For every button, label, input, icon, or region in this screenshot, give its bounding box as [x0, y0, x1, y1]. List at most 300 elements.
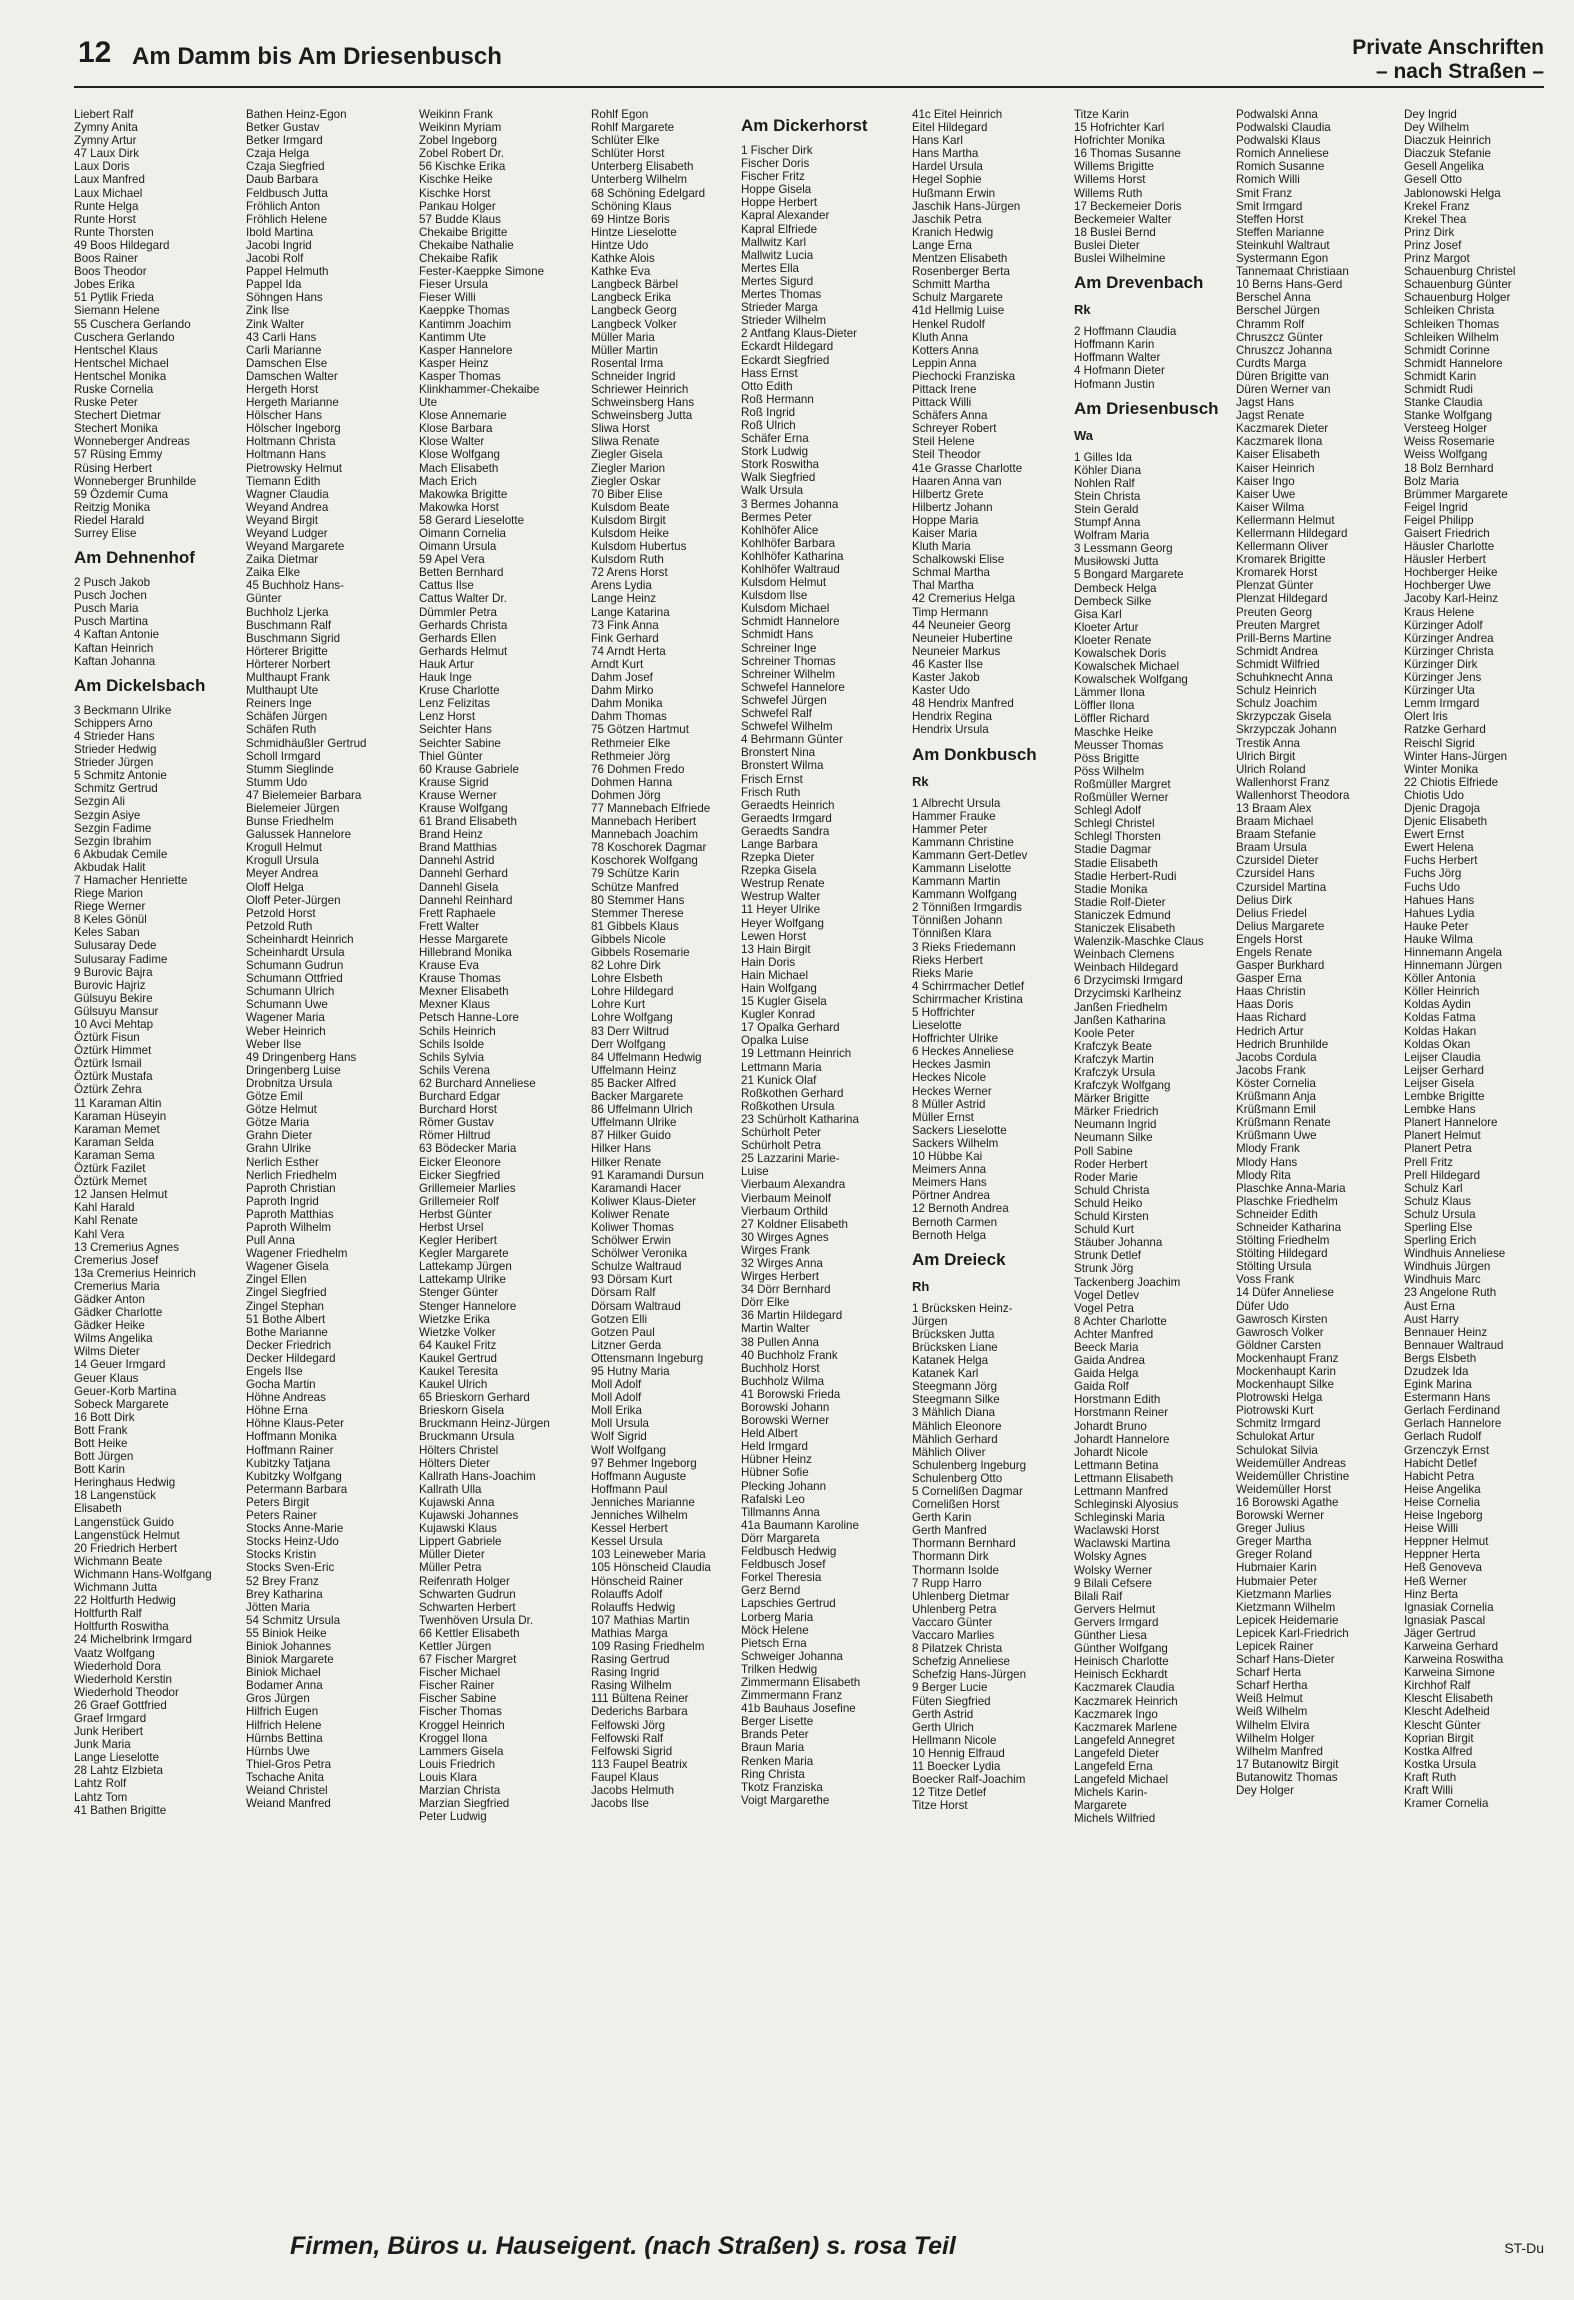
resident-entry: Grzenczyk Ernst	[1404, 1443, 1490, 1457]
resident-entry: Winter Hans-Jürgen	[1404, 749, 1508, 763]
resident-entry: Dembeck Helga	[1074, 581, 1157, 595]
resident-entry: 45 Buchholz Hans-	[246, 579, 344, 593]
resident-entry: Willems Horst	[1074, 173, 1146, 187]
resident-entry: Chiotis Udo	[1404, 788, 1464, 802]
resident-entry: Weiss Wolfgang	[1404, 448, 1488, 462]
resident-entry: Schürholt Petra	[741, 1139, 821, 1153]
resident-entry: Bruckmann Ursula	[419, 1430, 515, 1444]
resident-entry: Mockenhaupt Silke	[1236, 1378, 1334, 1392]
resident-entry: Gesell Angelika	[1404, 160, 1484, 174]
resident-entry: 1 Brücksken Heinz-	[912, 1301, 1013, 1315]
resident-entry: Moll Ursula	[591, 1417, 649, 1431]
resident-entry: Rasing Wilhelm	[591, 1679, 672, 1693]
resident-entry: Voigt Margarethe	[741, 1793, 830, 1807]
resident-entry: Schreiner Wilhelm	[741, 667, 836, 681]
resident-entry: 28 Lahtz Elzbieta	[74, 1764, 163, 1778]
resident-entry: Kirchhof Ralf	[1404, 1679, 1471, 1693]
resident-entry: Dahm Mirko	[591, 684, 654, 698]
resident-entry: Skrzypczak Gisela	[1236, 710, 1332, 724]
resident-entry: Walk Ursula	[741, 484, 804, 498]
resident-entry: Hentschel Michael	[74, 356, 169, 370]
resident-entry: Jacoby Karl-Heinz	[1404, 592, 1499, 606]
resident-entry: Willems Brigitte	[1074, 160, 1154, 174]
resident-entry: Jacobs Helmuth	[591, 1784, 675, 1797]
resident-entry: Pappel Helmuth	[246, 265, 329, 279]
resident-entry: Scharf Herta	[1236, 1666, 1302, 1680]
resident-entry: Feigel Philipp	[1404, 513, 1474, 527]
resident-entry: Weidemüller Horst	[1236, 1482, 1332, 1496]
resident-entry: Fischer Thomas	[419, 1705, 502, 1719]
resident-entry: Gaisert Friedrich	[1404, 527, 1490, 540]
resident-entry: Schulz Karl	[1404, 1181, 1463, 1195]
header-rule	[74, 86, 1544, 88]
resident-entry: Horstmann Reiner	[1074, 1406, 1169, 1420]
resident-entry: Heppner Helmut	[1404, 1535, 1489, 1549]
resident-entry: Kluth Anna	[912, 330, 969, 344]
resident-entry: Haaren Anna van	[912, 474, 1002, 488]
resident-entry: Gawrosch Volker	[1236, 1325, 1324, 1339]
resident-entry: Schlegl Christel	[1074, 817, 1155, 831]
directory-column	[741, 108, 899, 2210]
resident-entry: Burovic Hajriz	[74, 978, 146, 992]
resident-entry: Lange Barbara	[741, 837, 818, 851]
resident-entry: Schmidt Andrea	[1236, 644, 1318, 658]
resident-entry: Söhngen Hans	[246, 291, 323, 305]
resident-entry: Schmidt Rudi	[1404, 382, 1473, 396]
resident-entry: Wietzke Erika	[419, 1312, 490, 1326]
resident-entry: Schulz Joachim	[1236, 697, 1318, 711]
resident-entry: Kotters Anna	[912, 343, 979, 357]
resident-entry: Hürnbs Uwe	[246, 1744, 310, 1758]
resident-entry: Stadie Herbert-Rudi	[1074, 869, 1177, 883]
resident-entry: Henkel Rudolf	[912, 317, 985, 331]
resident-entry: Lange Katarina	[591, 605, 670, 619]
resident-entry: Uhlenberg Petra	[912, 1602, 997, 1616]
resident-entry: Westrup Renate	[741, 877, 825, 891]
resident-entry: 87 Hilker Guido	[591, 1129, 671, 1143]
resident-entry: Lettmann Betina	[1074, 1458, 1159, 1472]
resident-entry: Strieder Jürgen	[74, 756, 154, 770]
resident-entry: Heise Willi	[1404, 1522, 1459, 1536]
resident-entry: Braam Ursula	[1236, 841, 1307, 855]
resident-entry: Leijser Gisela	[1404, 1076, 1475, 1090]
resident-entry: 22 Chiotis Elfriede	[1404, 775, 1499, 789]
resident-entry: Lettmann Manfred	[1074, 1485, 1169, 1498]
resident-entry: Pappel Ida	[246, 278, 302, 292]
resident-entry: Hoffmann Karin	[1074, 338, 1155, 352]
resident-entry: Kulsdom Ruth	[591, 553, 664, 567]
resident-entry: Engels Ilse	[246, 1365, 303, 1378]
resident-entry: 18 Bolz Bernhard	[1404, 461, 1494, 475]
resident-entry: 41c Eitel Heinrich	[912, 108, 1003, 121]
resident-entry: Romich Willi	[1236, 173, 1300, 187]
resident-entry: Hegel Sophie	[912, 173, 982, 187]
resident-entry: Stölting Hildegard	[1236, 1247, 1328, 1261]
resident-entry: Windhuis Anneliese	[1404, 1247, 1506, 1261]
resident-entry: 56 Kischke Erika	[419, 160, 506, 174]
resident-entry: Leppin Anna	[912, 356, 977, 370]
resident-entry: Horstmann Edith	[1074, 1393, 1161, 1407]
resident-entry: Czaja Siegfried	[246, 160, 325, 174]
resident-entry: Meimers Anna	[912, 1163, 987, 1177]
resident-entry: Löffler Ilona	[1074, 699, 1135, 713]
resident-entry: Feldbusch Josef	[741, 1558, 826, 1572]
resident-entry: Kegler Margarete	[419, 1247, 509, 1261]
resident-entry: Decker Hildegard	[246, 1351, 336, 1365]
resident-entry: 93 Dörsam Kurt	[591, 1273, 673, 1287]
resident-entry: 54 Schmitz Ursula	[246, 1613, 341, 1627]
resident-entry: Petzold Horst	[246, 906, 316, 920]
resident-entry: 38 Pullen Anna	[741, 1335, 820, 1349]
resident-entry: Brey Katharina	[246, 1587, 323, 1601]
resident-entry: Schwarten Gudrun	[419, 1587, 516, 1601]
resident-entry: 59 Özdemir Cuma	[74, 487, 169, 501]
resident-entry: Lammers Gisela	[419, 1744, 504, 1758]
resident-entry: Surrey Elise	[74, 527, 137, 540]
resident-entry: Grahn Ulrike	[246, 1142, 312, 1156]
resident-entry: Schumann Gudrun	[246, 959, 344, 973]
resident-entry: Kohlhöfer Alice	[741, 523, 819, 537]
resident-entry: Bott Heike	[74, 1437, 128, 1450]
resident-entry: Romich Susanne	[1236, 160, 1325, 174]
resident-entry: Marzian Christa	[419, 1784, 501, 1797]
resident-entry: Czursidel Martina	[1236, 880, 1327, 894]
resident-entry: 63 Bödecker Maria	[419, 1142, 517, 1156]
resident-entry: Rohlf Margarete	[591, 121, 675, 135]
resident-entry: Vaccaro Marlies	[912, 1629, 995, 1643]
resident-entry: Schuld Heiko	[1074, 1196, 1143, 1210]
resident-entry: Stenger Hannelore	[419, 1299, 517, 1313]
resident-entry: Holtfurth Ralf	[74, 1607, 142, 1621]
resident-entry: Schmidt Corinne	[1404, 343, 1490, 357]
resident-entry: Unterberg Wilhelm	[591, 173, 687, 187]
resident-entry: Schuld Kurt	[1074, 1223, 1134, 1237]
resident-entry: Podwalski Anna	[1236, 108, 1318, 121]
resident-entry: Frett Walter	[419, 919, 480, 933]
resident-entry: Kaiser Maria	[912, 527, 978, 540]
resident-entry: Kahl Vera	[74, 1227, 125, 1241]
resident-entry: Kasper Heinz	[419, 356, 489, 370]
resident-entry: Langefeld Michael	[1074, 1773, 1169, 1787]
resident-entry: Strieder Wilhelm	[741, 314, 827, 328]
resident-entry: Borowski Werner	[1236, 1509, 1325, 1523]
resident-entry: Zobel Robert Dr.	[419, 147, 505, 161]
resident-entry: 34 Dörr Bernhard	[741, 1283, 831, 1297]
resident-entry: Dey Wilhelm	[1404, 121, 1470, 135]
resident-entry: Makowka Brigitte	[419, 487, 508, 501]
resident-entry: Zink Walter	[246, 317, 305, 331]
resident-entry: Jagst Hans	[1236, 396, 1294, 410]
resident-entry: Biniok Johannes	[246, 1639, 332, 1653]
resident-entry: Katanek Helga	[912, 1354, 989, 1368]
resident-entry: Engels Renate	[1236, 946, 1313, 959]
resident-entry: 43 Carli Hans	[246, 330, 317, 344]
resident-entry: Otto Edith	[741, 379, 793, 393]
resident-entry: Pietsch Erna	[741, 1636, 807, 1650]
resident-entry: Stölting Ursula	[1236, 1260, 1312, 1274]
resident-entry: Herbst Ursel	[419, 1220, 484, 1234]
resident-entry: Westrup Walter	[741, 890, 821, 904]
resident-entry: Cattus Walter Dr.	[419, 592, 507, 606]
resident-entry: Hoffmann Paul	[591, 1482, 668, 1496]
resident-entry: Schulokat Artur	[1236, 1430, 1315, 1444]
resident-entry: Sulusaray Fadime	[74, 952, 168, 966]
resident-entry: Ottensmann Ingeburg	[591, 1351, 704, 1365]
resident-entry: Schmidt Hannelore	[741, 615, 840, 629]
resident-entry: 21 Kunick Olaf	[741, 1073, 817, 1087]
resident-entry: Rosental Irma	[591, 356, 664, 370]
resident-entry: 86 Uffelmann Ulrich	[591, 1103, 693, 1117]
resident-entry: 3 Rieks Friedemann	[912, 940, 1016, 954]
resident-entry: Hentschel Klaus	[74, 343, 158, 357]
resident-entry: Dzudzek Ida	[1404, 1365, 1469, 1378]
resident-entry: Delius Margarete	[1236, 919, 1325, 933]
resident-entry: Rethmeier Jörg	[591, 749, 671, 763]
resident-entry: Paproth Matthias	[246, 1207, 334, 1221]
resident-entry: Wilhelm Manfred	[1236, 1744, 1323, 1758]
resident-entry: Sperling Else	[1404, 1220, 1473, 1234]
resident-entry: Gocha Martin	[246, 1378, 316, 1392]
resident-entry: Daub Barbara	[246, 173, 319, 187]
resident-entry: Heß Werner	[1404, 1574, 1467, 1588]
resident-entry: Wirges Frank	[741, 1243, 810, 1257]
resident-entry: Koliwer Klaus-Dieter	[591, 1194, 697, 1208]
resident-entry: Langefeld Erna	[1074, 1759, 1153, 1773]
resident-entry: Wiederhold Dora	[74, 1659, 161, 1673]
resident-entry: Seichter Hans	[419, 723, 492, 737]
resident-entry: Ulrich Roland	[1236, 762, 1306, 776]
resident-entry: Hoppe Maria	[912, 513, 979, 527]
resident-entry: Meimers Hans	[912, 1176, 987, 1190]
resident-entry: Chramm Rolf	[1236, 317, 1305, 331]
section-title	[1352, 36, 1544, 84]
resident-entry: 3 Mählich Diana	[912, 1406, 996, 1420]
resident-entry: Felfowski Sigrid	[591, 1744, 673, 1758]
resident-entry: Krüßmann Uwe	[1236, 1129, 1317, 1143]
resident-entry: Schlegl Adolf	[1074, 804, 1142, 818]
resident-entry: Lettmann Maria	[741, 1060, 822, 1074]
resident-entry: Stocks Kristin	[246, 1548, 317, 1562]
resident-entry: Hörterer Norbert	[246, 657, 331, 671]
resident-entry: Schmitz Gertrud	[74, 782, 158, 796]
resident-entry: Prinz Josef	[1404, 238, 1462, 252]
resident-entry: 41d Hellmig Luise	[912, 304, 1005, 318]
resident-entry: Gervers Helmut	[1074, 1602, 1156, 1616]
resident-entry: Hedrich Brunhilde	[1236, 1037, 1329, 1051]
resident-entry: 8 Pilatzek Christa	[912, 1642, 1003, 1656]
resident-entry: 20 Friedrich Herbert	[74, 1541, 178, 1555]
resident-entry: Kettler Jürgen	[419, 1639, 492, 1653]
resident-entry: Felfowski Ralf	[591, 1731, 664, 1745]
resident-entry: Greger Roland	[1236, 1548, 1313, 1562]
resident-entry: Zingel Siegfried	[246, 1286, 327, 1300]
resident-entry: Ziegler Gisela	[591, 448, 663, 462]
resident-entry: Steegmann Jörg	[912, 1380, 998, 1394]
resident-entry: Johardt Bruno	[1074, 1419, 1147, 1433]
resident-entry: Hammer Peter	[912, 822, 988, 836]
resident-entry: Fieser Ursula	[419, 278, 488, 292]
resident-entry: Weiss Rosemarie	[1404, 435, 1495, 449]
resident-entry: 16 Thomas Susanne	[1074, 147, 1181, 161]
resident-entry: Klinkhammer-Chekaibe	[419, 382, 540, 396]
resident-entry: 5 Hoffrichter	[912, 1006, 975, 1019]
resident-entry: Achter Manfred	[1074, 1327, 1154, 1341]
resident-entry: Lohre Kurt	[591, 998, 646, 1012]
resident-entry: Hoppe Gisela	[741, 183, 812, 197]
resident-entry: Wirges Herbert	[741, 1270, 819, 1284]
resident-entry: Götze Maria	[246, 1116, 310, 1130]
resident-entry: Kessel Herbert	[591, 1522, 668, 1536]
resident-entry: Rolauffs Adolf	[591, 1587, 663, 1601]
resident-entry: Krafczyk Martin	[1074, 1052, 1154, 1066]
resident-entry: Siemann Helene	[74, 304, 160, 318]
resident-entry: Lahtz Rolf	[74, 1777, 127, 1791]
resident-entry: Eckardt Hildegard	[741, 340, 834, 354]
resident-entry: Wolsky Werner	[1074, 1563, 1153, 1577]
resident-entry: Gerth Manfred	[912, 1524, 987, 1538]
resident-entry: Hilbertz Grete	[912, 487, 984, 501]
resident-entry: 55 Cuschera Gerlando	[74, 317, 191, 331]
resident-entry: Faupel Klaus	[591, 1770, 659, 1784]
resident-entry: Lange Heinz	[591, 592, 657, 606]
resident-entry: Hürnbs Bettina	[246, 1731, 323, 1745]
resident-entry: Füten Siegfried	[912, 1694, 991, 1708]
resident-entry: Reischl Sigrid	[1404, 736, 1475, 750]
resident-entry: Stölting Friedhelm	[1236, 1234, 1330, 1248]
resident-entry: 12 Titze Detlef	[912, 1786, 987, 1800]
resident-entry: Lenz Felizitas	[419, 697, 490, 711]
footer-code: ST-Du	[1504, 2240, 1544, 2256]
resident-entry: Hilbertz Johann	[912, 500, 993, 514]
resident-entry: Kroggel Heinrich	[419, 1718, 505, 1732]
resident-entry: 8 Achter Charlotte	[1074, 1314, 1167, 1328]
resident-entry: Gülsuyu Mansur	[74, 1004, 159, 1018]
resident-entry: Hass Ernst	[741, 366, 798, 380]
resident-entry: 64 Kaukel Fritz	[419, 1338, 497, 1352]
resident-entry: 75 Götzen Hartmut	[591, 723, 689, 737]
resident-entry: Kubitzky Wolfgang	[246, 1469, 342, 1483]
resident-entry: Märker Friedrich	[1074, 1105, 1159, 1119]
resident-entry: Burchard Horst	[419, 1103, 497, 1117]
resident-entry: Brands Peter	[741, 1728, 809, 1742]
resident-entry: Gerhards Christa	[419, 618, 508, 632]
resident-entry: 6 Heckes Anneliese	[912, 1045, 1014, 1059]
resident-entry: Stocks Sven-Eric	[246, 1561, 335, 1575]
resident-entry: Lepicek Heidemarie	[1236, 1613, 1339, 1627]
resident-entry: Gros Jürgen	[246, 1692, 310, 1706]
resident-entry: Rieks Herbert	[912, 953, 983, 967]
resident-entry: 15 Kugler Gisela	[741, 995, 827, 1009]
resident-entry: Gerlach Hannelore	[1404, 1417, 1502, 1431]
resident-entry: Weiß Wilhelm	[1236, 1705, 1308, 1719]
resident-entry: Hölters Dieter	[419, 1456, 490, 1470]
resident-entry: Bernoth Carmen	[912, 1215, 998, 1229]
resident-entry: Hubmaier Peter	[1236, 1574, 1318, 1588]
resident-entry: Tönnißen Johann	[912, 914, 1003, 928]
resident-entry: Öztürk Zehra	[74, 1083, 142, 1097]
resident-entry: Stanke Claudia	[1404, 396, 1483, 410]
resident-entry: Hahues Lydia	[1404, 906, 1475, 920]
resident-entry: Meusser Thomas	[1074, 738, 1164, 752]
resident-entry: Rüsing Herbert	[74, 461, 152, 475]
resident-entry: Löffler Richard	[1074, 712, 1150, 726]
resident-entry: Wichmann Beate	[74, 1554, 163, 1568]
resident-entry: Forkel Theresia	[741, 1571, 822, 1585]
resident-entry: Fischer Doris	[741, 157, 810, 171]
resident-entry: Dörr Elke	[741, 1296, 790, 1310]
resident-entry: Jäger Gertrud	[1404, 1626, 1476, 1640]
resident-entry: Thormann Bernhard	[912, 1537, 1016, 1551]
resident-entry: Aust Erna	[1404, 1299, 1455, 1313]
resident-entry: Oloff Helga	[246, 880, 304, 894]
resident-entry: Günter	[246, 592, 282, 606]
page-number: 12	[78, 36, 112, 69]
resident-entry: Piechocki Franziska	[912, 369, 1016, 383]
street-heading: Am Drevenbach	[1074, 273, 1204, 293]
resident-entry: 12 Jansen Helmut	[74, 1188, 168, 1202]
resident-entry: Günther Liesa	[1074, 1629, 1147, 1643]
resident-entry: Schalkowski Elise	[912, 553, 1005, 567]
resident-entry: Uffelmann Ulrike	[591, 1116, 677, 1130]
resident-entry: Scheinhardt Heinrich	[246, 932, 354, 946]
resident-entry: Held Albert	[741, 1427, 798, 1441]
resident-entry: Braun Maria	[741, 1741, 805, 1755]
resident-entry: Wietzke Volker	[419, 1325, 496, 1339]
resident-entry: Lange Erna	[912, 238, 972, 252]
resident-entry: Gerlach Ferdinand	[1404, 1404, 1501, 1418]
resident-entry: Kaukel Teresita	[419, 1365, 499, 1378]
resident-entry: Fuchs Udo	[1404, 880, 1461, 894]
resident-entry: Brücksken Jutta	[912, 1327, 995, 1341]
resident-entry: Mertes Thomas	[741, 288, 822, 302]
resident-entry: Hain Michael	[741, 968, 809, 982]
resident-entry: Höhne Andreas	[246, 1391, 326, 1405]
resident-entry: Kischke Heike	[419, 173, 493, 187]
resident-entry: Plenzat Hildegard	[1236, 592, 1328, 606]
resident-entry: Scheinhardt Ursula	[246, 946, 345, 959]
resident-entry: Lattekamp Jürgen	[419, 1260, 512, 1274]
resident-entry: Krafczyk Ursula	[1074, 1066, 1156, 1079]
resident-entry: Kulsdom Heike	[591, 527, 669, 540]
resident-entry: Schuhknecht Anna	[1236, 671, 1333, 685]
resident-entry: Betker Gustav	[246, 121, 320, 135]
resident-entry: Greger Julius	[1236, 1522, 1305, 1536]
resident-entry: Mentzen Elisabeth	[912, 252, 1008, 266]
resident-entry: 84 Uffelmann Hedwig	[591, 1050, 702, 1064]
resident-entry: 2 Pusch Jakob	[74, 576, 151, 590]
resident-entry: Zimmermann Franz	[741, 1689, 843, 1703]
resident-entry: Chekaibe Brigitte	[419, 225, 508, 239]
resident-entry: 13 Braam Alex	[1236, 801, 1312, 815]
resident-entry: Twenhöven Ursula Dr.	[419, 1613, 534, 1627]
resident-entry: Schils Verena	[419, 1063, 490, 1077]
resident-entry: Rzepka Gisela	[741, 864, 817, 878]
resident-entry: Wilms Angelika	[74, 1332, 153, 1346]
resident-entry: 4 Kaftan Antonie	[74, 628, 160, 642]
resident-entry: 67 Fischer Margret	[419, 1653, 517, 1667]
resident-entry: Oimann Ursula	[419, 540, 497, 554]
resident-entry: Schulz Klaus	[1404, 1194, 1472, 1208]
resident-entry: Schils Sylvia	[419, 1050, 485, 1064]
resident-entry: Schreyer Robert	[912, 422, 997, 436]
resident-entry: Vaatz Wolfgang	[74, 1646, 155, 1660]
resident-entry: Cuschera Gerlando	[74, 330, 175, 344]
resident-entry: Makowka Horst	[419, 500, 499, 514]
resident-entry: Schmidt Karin	[1404, 369, 1477, 383]
resident-entry: Olert Iris	[1404, 710, 1448, 724]
resident-entry: Grillemeier Marlies	[419, 1181, 516, 1195]
resident-entry: Kulsdom Birgit	[591, 513, 666, 527]
